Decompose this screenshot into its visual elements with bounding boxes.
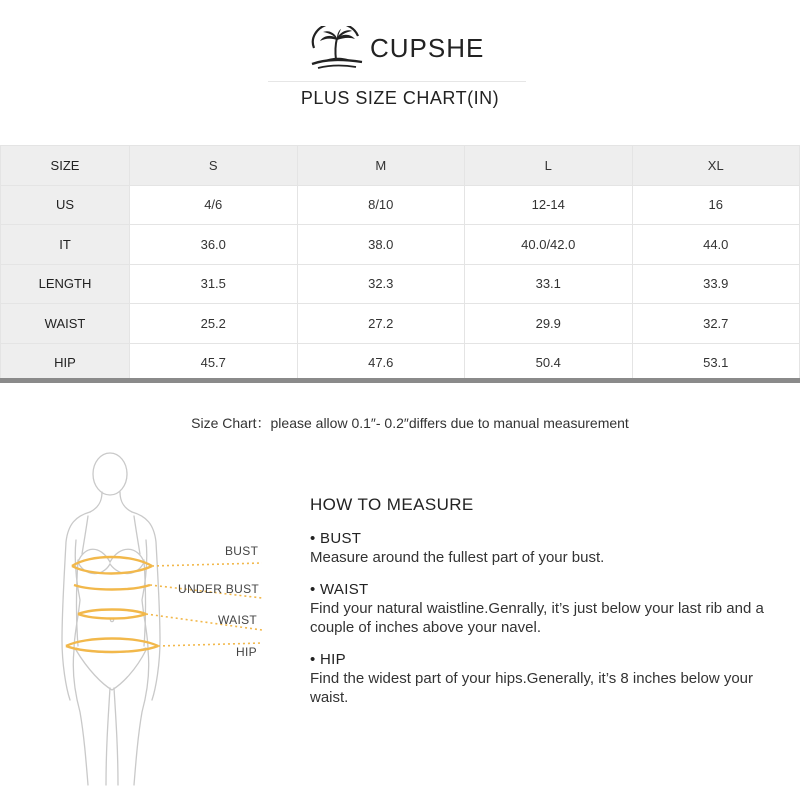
table-cell: 4/6 bbox=[130, 185, 298, 225]
section-title: HOW TO MEASURE bbox=[310, 495, 474, 514]
row-label: LENGTH bbox=[1, 264, 130, 304]
row-label: HIP bbox=[1, 343, 130, 383]
measure-item-title: • WAIST bbox=[310, 581, 369, 598]
hip-label: HIP bbox=[236, 645, 257, 659]
table-row bbox=[1, 304, 800, 344]
table-cell: 53.1 bbox=[632, 343, 800, 383]
measure-item-title: • BUST bbox=[310, 530, 362, 547]
measure-item-description: Find the widest part of your hips.Generally, it’s 8 inches below your waist. bbox=[310, 670, 753, 706]
table-cell: 16 bbox=[632, 185, 800, 225]
table-cell: 25.2 bbox=[130, 304, 298, 344]
measure-item-bust bbox=[310, 529, 780, 567]
table-cell: 29.9 bbox=[465, 304, 633, 344]
table-cell: 31.5 bbox=[130, 264, 298, 304]
table-header-row bbox=[1, 146, 800, 186]
row-label: IT bbox=[1, 225, 130, 265]
table-row bbox=[1, 225, 800, 265]
waist-label: WAIST bbox=[218, 613, 258, 627]
measure-item-hip bbox=[310, 650, 780, 707]
header-divider bbox=[268, 81, 526, 82]
table-bottom-bar bbox=[0, 378, 800, 383]
table-cell: 45.7 bbox=[130, 343, 298, 383]
table-cell: 8/10 bbox=[297, 185, 465, 225]
measure-item-description: Measure around the fullest part of your bust. bbox=[310, 549, 605, 566]
measurement-note: Size Chart：please allow 0.1″- 0.2″differs due to manual measurement bbox=[191, 415, 629, 431]
table-cell: 12-14 bbox=[465, 185, 633, 225]
under-bust-label: UNDER BUST bbox=[178, 582, 260, 596]
palm-island-icon bbox=[308, 26, 366, 70]
row-label: US bbox=[1, 185, 130, 225]
bust-label: BUST bbox=[225, 544, 259, 558]
how-to-measure-section bbox=[310, 495, 780, 720]
table-cell: 32.3 bbox=[297, 264, 465, 304]
table-row bbox=[1, 343, 800, 383]
table-header-cell: S bbox=[130, 146, 298, 186]
table-cell: 50.4 bbox=[465, 343, 633, 383]
table-header-cell: L bbox=[465, 146, 633, 186]
page-title: PLUS SIZE CHART(IN) bbox=[300, 88, 500, 108]
measure-item-waist bbox=[310, 580, 780, 637]
table-header-cell: SIZE bbox=[1, 146, 130, 186]
table-cell: 27.2 bbox=[297, 304, 465, 344]
table-cell: 32.7 bbox=[632, 304, 800, 344]
table-cell: 44.0 bbox=[632, 225, 800, 265]
size-chart-table bbox=[0, 145, 800, 383]
row-label: WAIST bbox=[1, 304, 130, 344]
table-cell: 40.0/42.0 bbox=[465, 225, 633, 265]
table-header-cell: M bbox=[297, 146, 465, 186]
brand-name: CUPSHE bbox=[370, 32, 485, 63]
table-row bbox=[1, 264, 800, 304]
brand-logo bbox=[308, 26, 484, 70]
table-cell: 33.9 bbox=[632, 264, 800, 304]
table-cell: 38.0 bbox=[297, 225, 465, 265]
table-header-cell: XL bbox=[632, 146, 800, 186]
table-cell: 36.0 bbox=[130, 225, 298, 265]
measure-item-title: • HIP bbox=[310, 651, 346, 668]
table-cell: 47.6 bbox=[297, 343, 465, 383]
table-cell: 33.1 bbox=[465, 264, 633, 304]
measure-item-description: Find your natural waistline.Genrally, it’s just below your last rib and a couple of inches above your navel. bbox=[310, 600, 764, 636]
body-figure bbox=[40, 450, 280, 790]
table-row bbox=[1, 185, 800, 225]
